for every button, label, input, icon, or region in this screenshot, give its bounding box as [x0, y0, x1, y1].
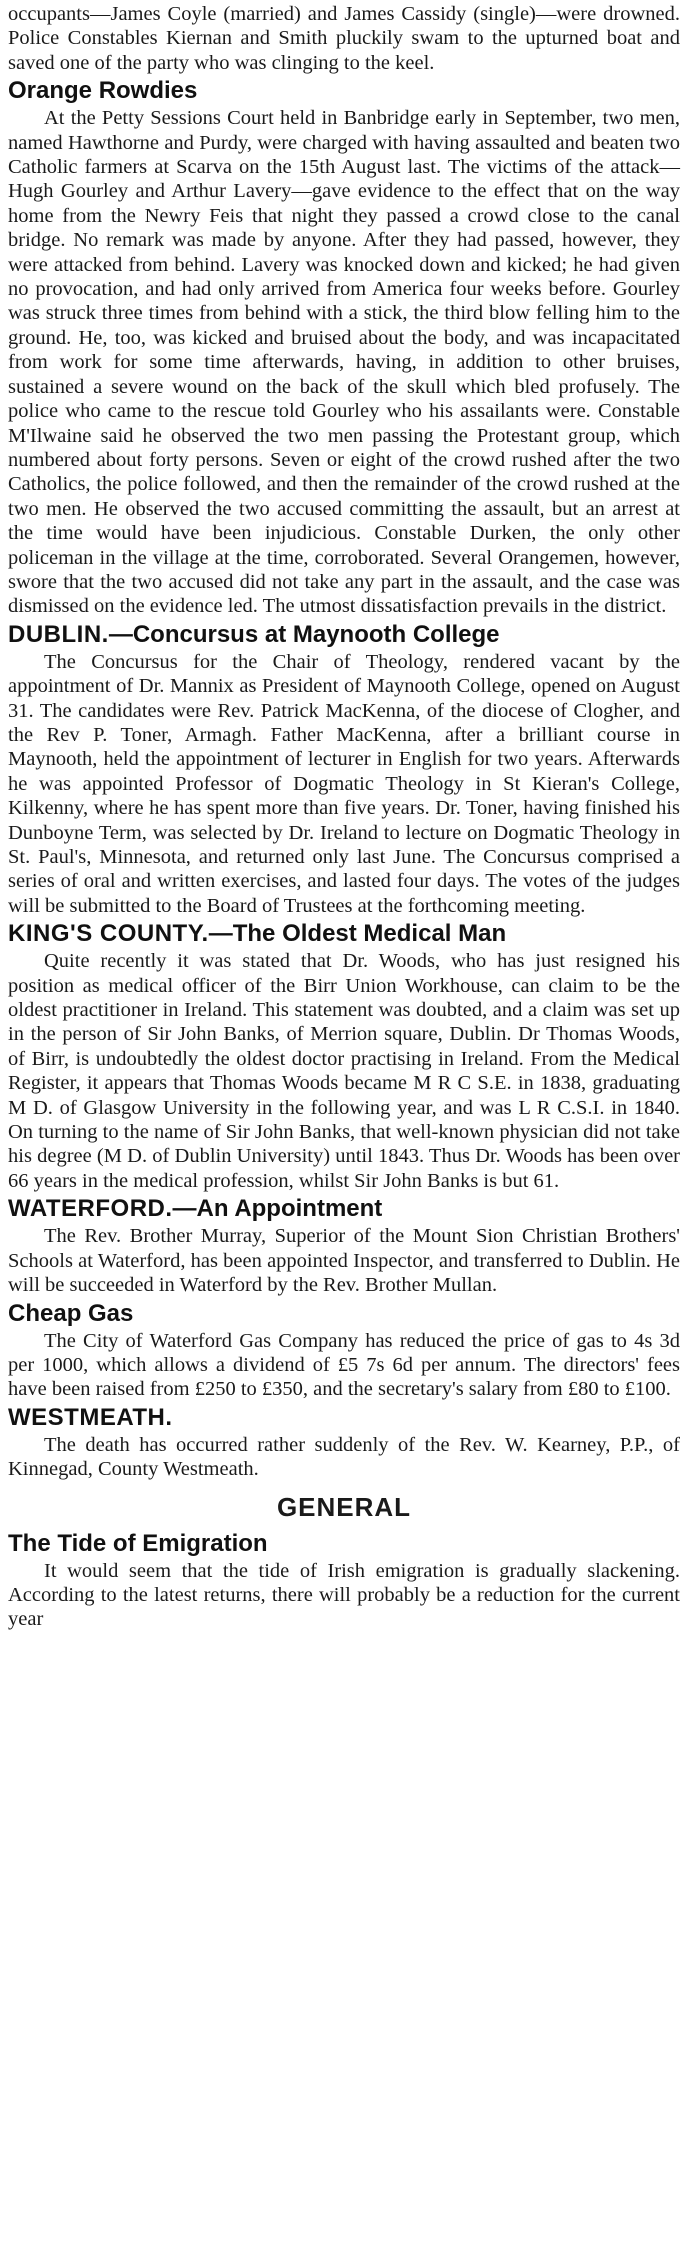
place-name: KING'S COUNTY.	[8, 920, 209, 948]
article-subheading: —Concursus at Maynooth College	[108, 620, 500, 648]
article-subheading: —The Oldest Medical Man	[208, 920, 507, 948]
article-heading	[8, 1193, 680, 1224]
article-text: The City of Waterford Gas Company has reduced the price of gas to 4s 3d per 1000, which allows a dividend of £5 7s 6d per annum. The directors' fees have been raised from £250 to £350, and the secretary's salary from £80 to £100.	[8, 1329, 680, 1401]
article-subheading: —An Appointment	[172, 1195, 383, 1223]
article-heading: Cheap Gas	[8, 1299, 134, 1327]
article-text: It would seem that the tide of Irish emigration is gradually slackening. According to the latest returns, there will probably be a reduction for the current year	[8, 1559, 680, 1631]
article-heading	[8, 918, 680, 949]
place-name: WESTMEATH.	[8, 1403, 173, 1431]
article-heading: Orange Rowdies	[8, 77, 198, 105]
article-heading: The Tide of Emigration	[8, 1529, 268, 1557]
article-text: occupants—James Coyle (married) and James Cassidy (single)—were drowned. Police Constables Kiernan and Smith pluckily swam to the upturned boat and saved one of the party who was clinging to the keel.	[8, 3, 680, 74]
article-text: Quite recently it was stated that Dr. Woods, who has just resigned his position as medical officer of the Birr Union Workhouse, can claim to be the oldest practitioner in Ireland. This statement was doubted, and a claim was set up in the person of Sir John Banks, of Merrion square, Dublin. Dr Thomas Woods, of Birr, is undoubtedly the oldest doctor practising in Ireland. From the Medical Register, it appears that Thomas Woods became M R C S.E. in 1838, graduating M D. of Glasgow University in the following year, and was L R C.S.I. in 1840. On turning to the name of Sir John Banks, that well-known physician did not take his degree (M D. of Dublin University) until 1843. Thus Dr. Woods has been over 66 years in the medical profession, whilst Sir John Banks is but 61.	[8, 950, 680, 1192]
article-heading	[8, 619, 680, 650]
article-text: The death has occurred rather suddenly of the Rev. W. Kearney, P.P., of Kinnegad, County Westmeath.	[8, 1433, 680, 1481]
place-name: DUBLIN.	[8, 620, 109, 648]
article-text: The Concursus for the Chair of Theology, rendered vacant by the appointment of Dr. Mannix as President of Maynooth College, opened on August 31. The candidates were Rev. Patrick MacKenna, of the diocese of Clogher, and the Rev P. Toner, Armagh. Father MacKenna, after a brilliant course in Maynooth, held the appointment of lecturer in English for two years. Afterwards he was appointed Professor of Dogmatic Theology in St Kieran's College, Kilkenny, where he has spent more than five years. Dr. Toner, having finished his Dunboyne Term, was selected by Dr. Ireland to lecture on Dogmatic Theology in St. Paul's, Minnesota, and returned only last June. The Concursus comprised a series of oral and written exercises, and lasted four days. The votes of the judges will be submitted to the Board of Trustees at the forthcoming meeting.	[8, 650, 680, 917]
article-heading	[8, 1402, 680, 1433]
place-name: WATERFORD.	[8, 1195, 173, 1223]
article-text: The Rev. Brother Murray, Superior of the Mount Sion Christian Brothers' Schools at Waterford, has been appointed Inspector, and transferred to Dublin. He will be succeeded in Waterford by the Rev. Brother Mullan.	[8, 1225, 680, 1297]
article-text: At the Petty Sessions Court held in Banbridge early in September, two men, named Hawthorne and Purdy, were charged with having assaulted and beaten two Catholic farmers at Scarva on the 15th August last. The victims of the attack—Hugh Gourley and Arthur Lavery—gave evidence to the effect that on the way home from the Newry Feis that night they passed a crowd close to the canal bridge. No remark was made by anyone. After they had passed, however, they were attacked from behind. Lavery was knocked down and kicked; he had given no provocation, and had only arrived from America four weeks before. Gourley was struck three times from behind with a stick, the third blow felling him to the ground. He, too, was kicked and bruised about the body, and was incapacitated from work for some time afterwards, having, in addition to other bruises, sustained a severe wound on the back of the skull which bled profusely. The police who came to the rescue told Gourley who his assailants were. Constable M'Ilwaine said he observed the two men passing the Protestant group, which numbered about forty persons. Seven or eight of the crowd rushed after the two Catholics, the police followed, and then the remainder of the crowd rushed at the two men. He observed the two accused committing the assault, but an arrest at the time would have been injudicious. Constable Durken, the only other policeman in the village at the time, corroborated. Several Orangemen, however, swore that the two accused did not take any part in the assault, and the case was dismissed on the evidence led. The utmost dissatisfaction prevails in the district.	[8, 107, 680, 618]
section-heading: GENERAL	[276, 1491, 412, 1522]
